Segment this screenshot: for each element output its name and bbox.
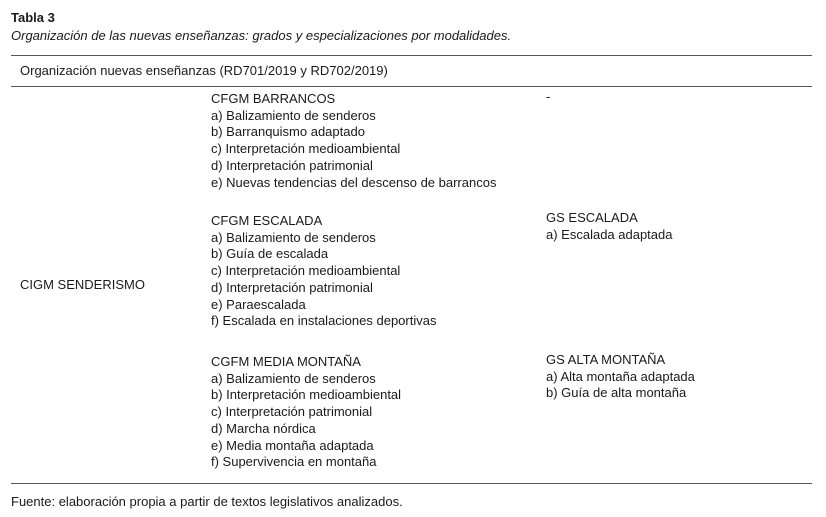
grado-medio-block: [211, 213, 436, 330]
table-header-rule: [11, 86, 812, 87]
grado-superior-title: GS ESCALADA: [546, 210, 638, 225]
specialization-item: b) Interpretación medioambiental: [211, 387, 402, 403]
specialization-item: b) Guía de alta montaña: [546, 385, 687, 401]
table-top-rule: [11, 55, 812, 56]
grado-superior-block: [546, 352, 695, 402]
table-source-note: Fuente: elaboración propia a partir de textos legislativos analizados.: [11, 494, 403, 509]
row-label: CIGM SENDERISMO: [20, 277, 145, 292]
table-caption-title: Tabla 3: [11, 10, 55, 25]
specialization-item: c) Interpretación medioambiental: [211, 263, 401, 279]
specialization-item: e) Media montaña adaptada: [211, 437, 374, 453]
table-caption-subtitle: Organización de las nuevas enseñanzas: grados y especializaciones por modalidades.: [11, 28, 512, 43]
specialization-item: c) Interpretación medioambiental: [211, 141, 401, 157]
specialization-item: d) Marcha nórdica: [211, 420, 316, 436]
grado-superior-block: [546, 89, 550, 106]
specialization-item: a) Balizamiento de senderos: [211, 229, 376, 245]
specialization-item: e) Nuevas tendencias del descenso de barrancos: [211, 174, 497, 190]
specialization-item: c) Interpretación patrimonial: [211, 404, 373, 420]
grado-medio-block: [211, 91, 496, 191]
grado-superior-block: [546, 210, 672, 243]
grado-medio-title: CGFM MEDIA MONTAÑA: [211, 354, 361, 369]
specialization-item: f) Supervivencia en montaña: [211, 454, 377, 470]
grado-superior-title: -: [546, 89, 551, 104]
table-bottom-rule: [11, 483, 812, 484]
grado-medio-block: [211, 354, 401, 471]
specialization-item: a) Escalada adaptada: [546, 226, 673, 242]
specialization-item: e) Paraescalada: [211, 296, 306, 312]
specialization-item: f) Escalada en instalaciones deportivas: [211, 313, 437, 329]
specialization-item: b) Barranquismo adaptado: [211, 124, 365, 140]
specialization-item: b) Guía de escalada: [211, 246, 329, 262]
grado-medio-title: CFGM BARRANCOS: [211, 91, 336, 106]
specialization-item: a) Balizamiento de senderos: [211, 107, 376, 123]
specialization-item: d) Interpretación patrimonial: [211, 157, 373, 173]
specialization-item: a) Balizamiento de senderos: [211, 370, 376, 386]
grado-superior-title: GS ALTA MONTAÑA: [546, 352, 666, 367]
specialization-item: a) Alta montaña adaptada: [546, 368, 695, 384]
grado-medio-title: CFGM ESCALADA: [211, 213, 323, 228]
specialization-item: d) Interpretación patrimonial: [211, 279, 373, 295]
table-header: Organización nuevas enseñanzas (RD701/2019 y RD702/2019): [20, 63, 388, 78]
